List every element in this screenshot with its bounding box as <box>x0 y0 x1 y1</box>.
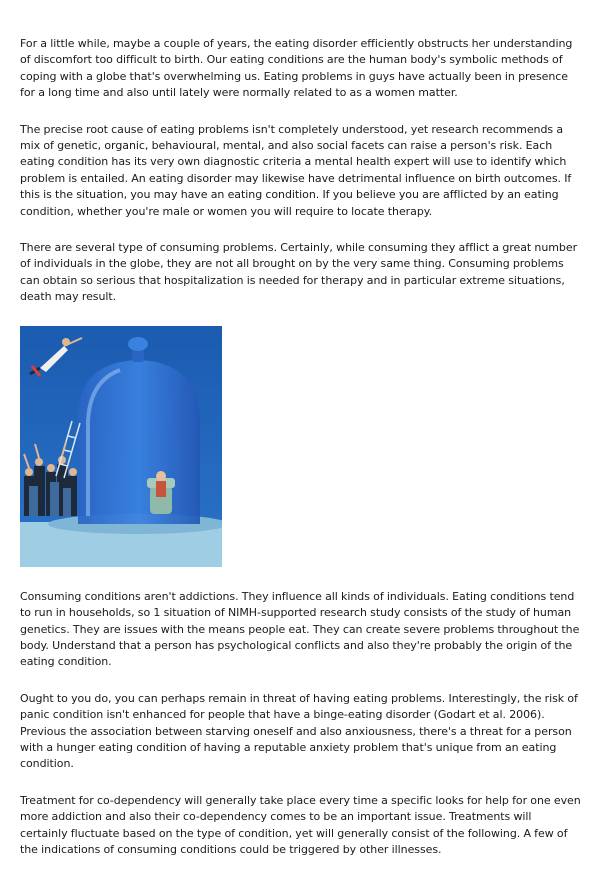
paragraph-5: Ought to you do, you can perhaps remain in threat of having eating problems. Interestingly, the risk of panic condition isn't enhanced for people that have a binge-eating disorder (Godart et al. 2006). Previous the association between starving oneself and also anxiousness, there's a threat for a person with a hunger eating condition of having a reputable anxiety problem that's unique from an eating condition. <box>20 691 578 771</box>
paragraph-3: There are several type of consuming problems. Certainly, while consuming they afflict a great number of individuals in the globe, they are not all brought on by the very same thing. Consuming problems can obtain so serious that hospitalization is needed for therapy and in particular extreme situations, death may result. <box>20 241 578 304</box>
article <box>20 36 582 878</box>
paragraph-1: For a little while, maybe a couple of years, the eating disorder efficiently obstructs her understanding of discomfort too difficult to birth. Our eating conditions are the human body's symbolic methods of coping with a globe that's overwhelming us. Eating problems in guys have actually been in presence for a long time and also until lately were normally related to as a women matter. <box>20 37 573 100</box>
paragraph-2: The precise root cause of eating problems isn't completely understood, yet research recommends a mix of genetic, organic, behavioural, mental, and also social facets can raise a person's risk. Each eating condition has its very own diagnostic criteria a mental health expert will use to identify which problem is entailed. An eating disorder may likewise have detrimental influence on birth outcomes. If this is the situation, you may have an eating condition. If you believe you are afflicted by an eating condition, whether you're male or women you will require to locate therapy. <box>20 122 572 218</box>
paragraph-6: Treatment for co-dependency will generally take place every time a specific looks for help for one even more addiction and also their co-dependency comes to be an important issue. Treatments will certainly fluctuate based on the type of condition, yet will generally consist of the following. A few of the indications of consuming conditions could be triggered by other illnesses. <box>20 793 581 856</box>
paragraph-4: Consuming conditions aren't addictions. They influence all kinds of individuals. Eating conditions tend to run in households, so 1 situation of NIMH-supported research study consists of the study of human genetics. They are issues with the means people eat. They can create severe problems throughout the body. Understand that a person has psychological conflicts and also they're probably the origin of the eating condition. <box>20 589 580 669</box>
bell-jar-illustration <box>20 326 222 567</box>
